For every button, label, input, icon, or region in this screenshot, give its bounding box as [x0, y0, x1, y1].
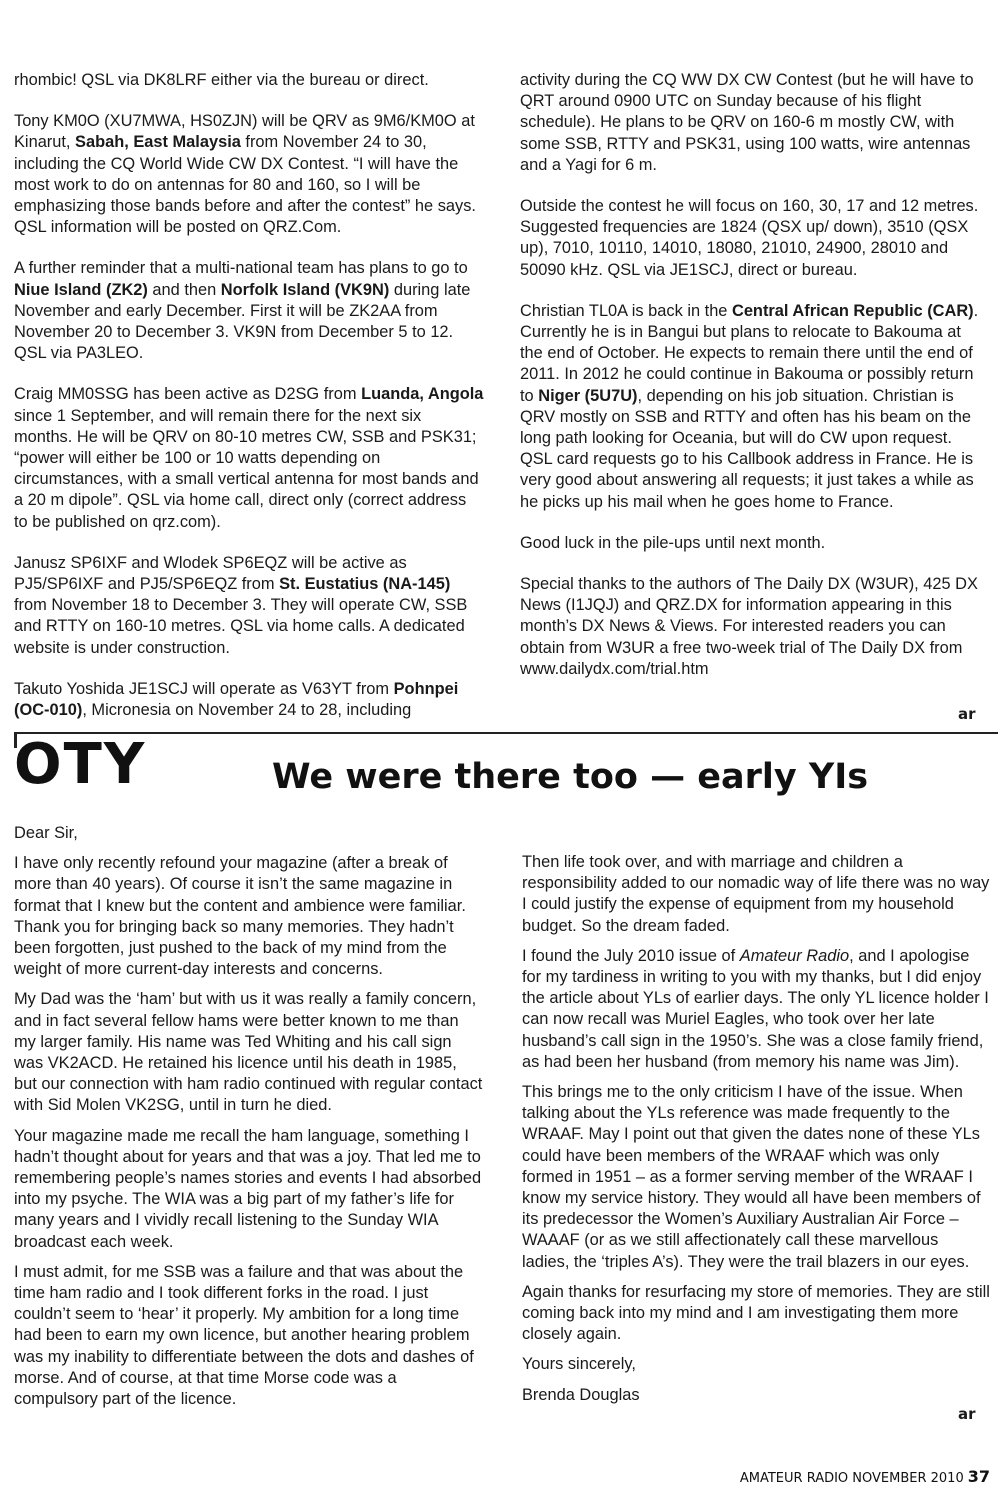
paragraph: activity during the CQ WW DX CW Contest (but he will have to QRT around 0900 UTC on Sunday because of his flight schedule). He plans to be QRV on 160-6 m mostly CW, with some SSB, RTTY and PSK31, using 100 watts, wire antennas and a Yagi for 6 m.: [520, 71, 974, 174]
closing: Yours sincerely,: [522, 1355, 636, 1374]
paragraph: rhombic! QSL via DK8LRF either via the bureau or direct.: [14, 71, 429, 89]
salutation: Dear Sir,: [14, 824, 78, 842]
paragraph: Special thanks to the authors of The Daily DX (W3UR), 425 DX News (I1JQJ) and QRZ.DX for information appearing in this month’s DX News & Views. For interested readers you can obtain from W3UR a free two-week trial of The Daily DX from www.dailydx.com/trial.htm: [520, 575, 978, 678]
paragraph: Good luck in the pile-ups until next month.: [520, 533, 826, 552]
letter-end-mark: ar: [958, 1405, 976, 1423]
paragraph: Christian TL0A is back in the Central African Republic (CAR). Currently he is in Bangui but plans to relocate to Bakouma at the end of October. He expects to remain there until the end of 2011. In 2012 he could continue in Bakouma or possibly return to Niger (5U7U), depending on his job situation. Christian is QRV mostly on SSB and RTTY and often has his beam on the long path looking for Oceania, but will do CW upon request. QSL card requests go to his Callbook address in France. He is very good about answering all requests; it just takes a while as he picks up his mail when he goes home to France.: [520, 301, 979, 511]
paragraph: I have only recently refound your magazine (after a break of more than 40 years). Of course it isn’t the same magazine in format that I knew but the content and ambience were familiar. Thank you for bringing back so many memories. They hadn’t been forgotten, just pushed to the back of my mind from the weight of more current-day interests and concerns.: [14, 854, 466, 979]
section-tag: OTY: [14, 732, 147, 797]
paragraph: This brings me to the only criticism I have of the issue. When talking about the YLs reference was made frequently to the WRAAF. May I point out that given the dates none of these YLs could have been members of the WRAAF which was only formed in 1951 – as a former serving member of the WRAAF I know my service history. They would all have been members of its predecessor the Women’s Auxiliary Australian Air Force – WAAAF (or as we still affectionately call these marvellous ladies, the ‘triples A’s). They were the trail blazers in our eyes.: [522, 1083, 981, 1271]
article-end-mark: ar: [958, 705, 976, 723]
paragraph: Again thanks for resurfacing my store of memories. They are still coming back into my mind and I am investigating them more closely again.: [522, 1282, 990, 1344]
dx-news-column-left: [14, 70, 484, 741]
paragraph: Then life took over, and with marriage and children a responsibility added to our nomadic way of life there was no way I could justify the expense of equipment from my household budget. So the dream faded.: [522, 853, 990, 935]
paragraph: A further reminder that a multi-national team has plans to go to Niue Island (ZK2) and then Norfolk Island (VK9N) during late November and early December. First it will be ZK2AA from November 20 to December 3. VK9N from December 5 to 12. QSL via PA3LEO.: [14, 259, 471, 363]
section-divider: [14, 732, 998, 734]
article-headline: We were there too — early YIs: [272, 757, 869, 797]
paragraph: Craig MM0SSG has been active as D2SG from Luanda, Angola since 1 September, and will remain there for the next six months. He will be QRV on 80-10 metres CW, SSB and PSK31; “power will either be 100 or 10 watts depending on circumstances, with a small vertical antenna for most bands and a 20 m dipole”. QSL via home call, direct only (correct address to be published on qrz.com).: [14, 385, 484, 531]
dx-news-column-right: [520, 70, 988, 700]
paragraph: Takuto Yoshida JE1SCJ will operate as V63YT from Pohnpei (OC-010), Micronesia on November 24 to 28, including: [14, 679, 459, 720]
page-number: 37: [967, 1467, 990, 1486]
letter-column-left: [14, 823, 484, 1419]
paragraph: Janusz SP6IXF and Wlodek SP6EQZ will be active as PJ5/SP6IXF and PJ5/SP6EQZ from St. Eustatius (NA-145) from November 18 to December 3. They will operate CW, SSB and RTTY on 160-10 metres. QSL via home calls. A dedicated website is under construction.: [14, 553, 468, 657]
paragraph: Tony KM0O (XU7MWA, HS0ZJN) will be QRV as 9M6/KM0O at Kinarut, Sabah, East Malaysia from November 24 to 30, including the CQ World Wide CW DX Contest. “I will have the most work to do on antennas for 80 and 160, so I will be emphasizing those bands before and after the contest” he says. QSL information will be posted on QRZ.Com.: [14, 112, 476, 237]
paragraph: I must admit, for me SSB was a failure and that was about the time ham radio and I took different forks in the road. I just couldn’t seem to ‘hear’ it properly. My ambition for a long time had been to earn my own licence, but another hearing problem was my inability to differentiate between the dots and dashes of morse. And of course, at that time Morse code was a compulsory part of the licence.: [14, 1262, 474, 1409]
page-footer: [740, 1467, 990, 1489]
paragraph: I found the July 2010 issue of Amateur Radio, and I apologise for my tardiness in writing to you with my thanks, but I did enjoy the article about YLs of earlier days. The only YL licence holder I can now recall was Muriel Eagles, who took over her late husband’s call sign in the 1950’s. She was a close family friend, as had been her husband (from memory his name was Jim).: [522, 946, 989, 1071]
letter-column-right: [522, 852, 990, 1415]
publication-name: AMATEUR RADIO NOVEMBER 2010: [739, 1471, 964, 1486]
signature: Brenda Douglas: [522, 1385, 640, 1404]
paragraph: My Dad was the ‘ham’ but with us it was really a family concern, and in fact several fellow hams were better known to me than my larger family. His name was Ted Whiting and his call sign was VK2ACD. He retained his licence until his death in 1985, but our connection with ham radio continued with regular contact with Sid Molen VK2SG, until in turn he died.: [14, 990, 483, 1115]
paragraph: Your magazine made me recall the ham language, something I hadn’t thought about for years and that was a joy. That led me to remembering people’s names stories and events I had absorbed into my psyche. The WIA was a big part of my father’s life for many years and I vividly recall listening to the Sunday WIA broadcast each week.: [14, 1126, 482, 1251]
paragraph: Outside the contest he will focus on 160, 30, 17 and 12 metres. Suggested frequencies are 1824 (QSX up/ down), 3510 (QSX up), 7010, 10110, 14010, 18080, 21010, 24900, 28010 and 50090 kHz. QSL via JE1SCJ, direct or bureau.: [520, 197, 979, 279]
